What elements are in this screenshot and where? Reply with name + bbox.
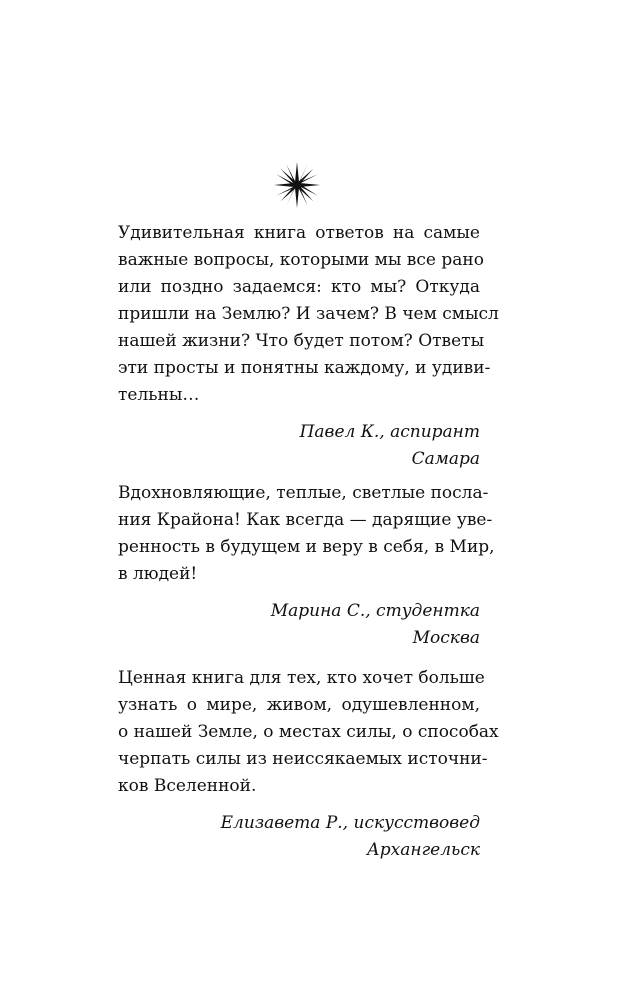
text-line: о нашей Земле, о местах силы, о способах	[118, 722, 499, 742]
review-city: Самара	[411, 449, 480, 469]
text-line: или поздно задаемся: кто мы? Откуда	[118, 277, 480, 297]
review-1	[118, 220, 499, 473]
text-line: Удивительная книга ответов на самые	[118, 223, 480, 243]
review-signature	[118, 419, 480, 473]
review-city: Архангельск	[366, 840, 480, 860]
text-line: Ценная книга для тех, кто хочет больше	[118, 668, 485, 688]
review-author: Елизавета Р., искусствовед	[220, 813, 480, 833]
text-line: пришли на Землю? И зачем? В чем смысл	[118, 304, 499, 324]
review-author: Павел К., аспирант	[299, 422, 480, 442]
text-line: важные вопросы, которыми мы все рано	[118, 250, 484, 270]
text-line: Вдохновляющие, теплые, светлые посла-	[118, 483, 489, 503]
review-text	[118, 480, 495, 588]
review-2	[118, 480, 495, 652]
review-signature	[118, 810, 480, 864]
text-line: тельны…	[118, 385, 200, 405]
text-line: ков Вселенной.	[118, 776, 257, 796]
review-3	[118, 665, 499, 864]
text-line: узнать о мире, живом, одушевленном,	[118, 695, 480, 715]
text-line: нашей жизни? Что будет потом? Ответы	[118, 331, 485, 351]
text-line: эти просты и понятны каждому, и удиви-	[118, 358, 491, 378]
text-line: черпать силы из неиссякаемых источни-	[118, 749, 488, 769]
review-text	[118, 665, 499, 800]
text-line: ния Крайона! Как всегда — дарящие уве-	[118, 510, 493, 530]
eight-point-star-icon	[274, 162, 320, 208]
review-signature	[118, 598, 480, 652]
review-author: Марина С., студентка	[270, 601, 480, 621]
text-line: ренность в будущем и веру в себя, в Мир,	[118, 537, 495, 557]
review-city: Москва	[412, 628, 480, 648]
text-line: в людей!	[118, 564, 198, 584]
review-text	[118, 220, 499, 409]
